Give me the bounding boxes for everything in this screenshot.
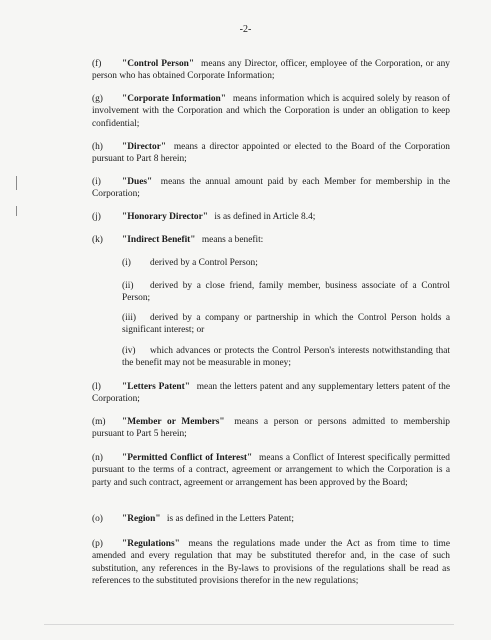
definition-term: "Director"	[122, 142, 167, 152]
definition-term: "Dues"	[122, 177, 153, 187]
item-label: (ii)	[122, 281, 134, 291]
definition-m	[92, 416, 450, 441]
page-number: -2-	[239, 24, 252, 35]
definition-o	[92, 513, 450, 525]
definition-term: "Honorary Director"	[122, 212, 208, 222]
definition-label: (p)	[92, 539, 103, 549]
item-label: (iii)	[122, 313, 137, 323]
definition-h	[92, 141, 450, 166]
scan-margin-mark	[16, 176, 17, 190]
definition-label: (l)	[92, 382, 101, 392]
definition-label: (g)	[92, 94, 103, 104]
definition-label: (j)	[92, 212, 101, 222]
definition-text: means a person or persons admitted to membership pursuant to Part 5 herein;	[92, 417, 450, 440]
definition-term: "Permitted Conflict of Interest"	[122, 453, 253, 463]
definition-label: (n)	[92, 453, 103, 463]
indirect-benefit-item-i	[122, 257, 450, 269]
scan-margin-mark	[16, 206, 17, 216]
definition-g	[92, 93, 450, 130]
item-text: derived by a Control Person;	[150, 258, 258, 268]
definition-term: "Regulations"	[122, 539, 180, 549]
definition-term: "Member or Members"	[122, 417, 225, 427]
definition-text: mean the letters patent and any supplementary letters patent of the Corporation;	[92, 382, 450, 405]
definition-p	[92, 538, 450, 588]
definition-term: "Region"	[122, 514, 161, 524]
definition-label: (h)	[92, 142, 103, 152]
definition-text: means a director appointed or elected to the Board of the Corporation pursuant to Part 8 herein;	[92, 142, 450, 165]
item-label: (i)	[122, 258, 131, 268]
definition-j	[92, 211, 450, 223]
item-text: derived by a company or partnership in which the Control Person holds a significant interest; or	[122, 313, 450, 336]
definition-text: means a Conflict of Interest specifically permitted pursuant to the terms of a contract, agreement or arrangement to which the Corporation is a party and such contract, agreement or arrangement has been approved by the Board;	[92, 453, 450, 488]
item-label: (iv)	[122, 346, 136, 356]
definition-text: is as defined in the Letters Patent;	[166, 514, 294, 524]
definition-text: means the annual amount paid by each Member for membership in the Corporation;	[92, 177, 451, 200]
indirect-benefit-item-iv	[122, 345, 450, 370]
definition-i	[92, 176, 450, 201]
definition-term: "Indirect Benefit"	[122, 235, 196, 245]
definition-text: is as defined in Article 8.4;	[214, 212, 316, 222]
definition-f	[92, 58, 450, 83]
indirect-benefit-item-iii	[122, 312, 450, 337]
definition-term: "Corporate Information"	[122, 94, 226, 104]
definition-term: "Letters Patent"	[122, 382, 190, 392]
indirect-benefit-item-ii	[122, 280, 450, 305]
definition-k	[92, 234, 450, 246]
definition-l	[92, 381, 450, 406]
definition-n	[92, 452, 450, 489]
definition-label: (f)	[92, 59, 102, 69]
item-text: derived by a close friend, family member, business associate of a Control Person;	[122, 281, 450, 304]
definition-label: (o)	[92, 514, 103, 524]
definition-text: means any Director, officer, employee of the Corporation, or any person who has obtained Corporate Information;	[92, 59, 450, 82]
definition-text: means a benefit:	[201, 235, 264, 245]
scan-edge-line	[44, 624, 454, 625]
definition-label: (m)	[92, 417, 106, 427]
definition-label: (i)	[92, 177, 101, 187]
definition-term: "Control Person"	[122, 59, 195, 69]
item-text: which advances or protects the Control Person's interests notwithstanding that the benefit may not be measurable in money;	[122, 346, 450, 369]
definition-label: (k)	[92, 235, 103, 245]
definition-text: means information which is acquired solely by reason of involvement with the Corporation and which the Corporation is under an obligation to keep confidential;	[92, 94, 450, 129]
definition-text: means the regulations made under the Act as from time to time amended and every regulation that may be substituted therefor and, in the case of such substitution, any references in the By-laws to provisions of the regulations shall be read as references to the substituted provisions therefor in the new regulations;	[92, 539, 450, 587]
